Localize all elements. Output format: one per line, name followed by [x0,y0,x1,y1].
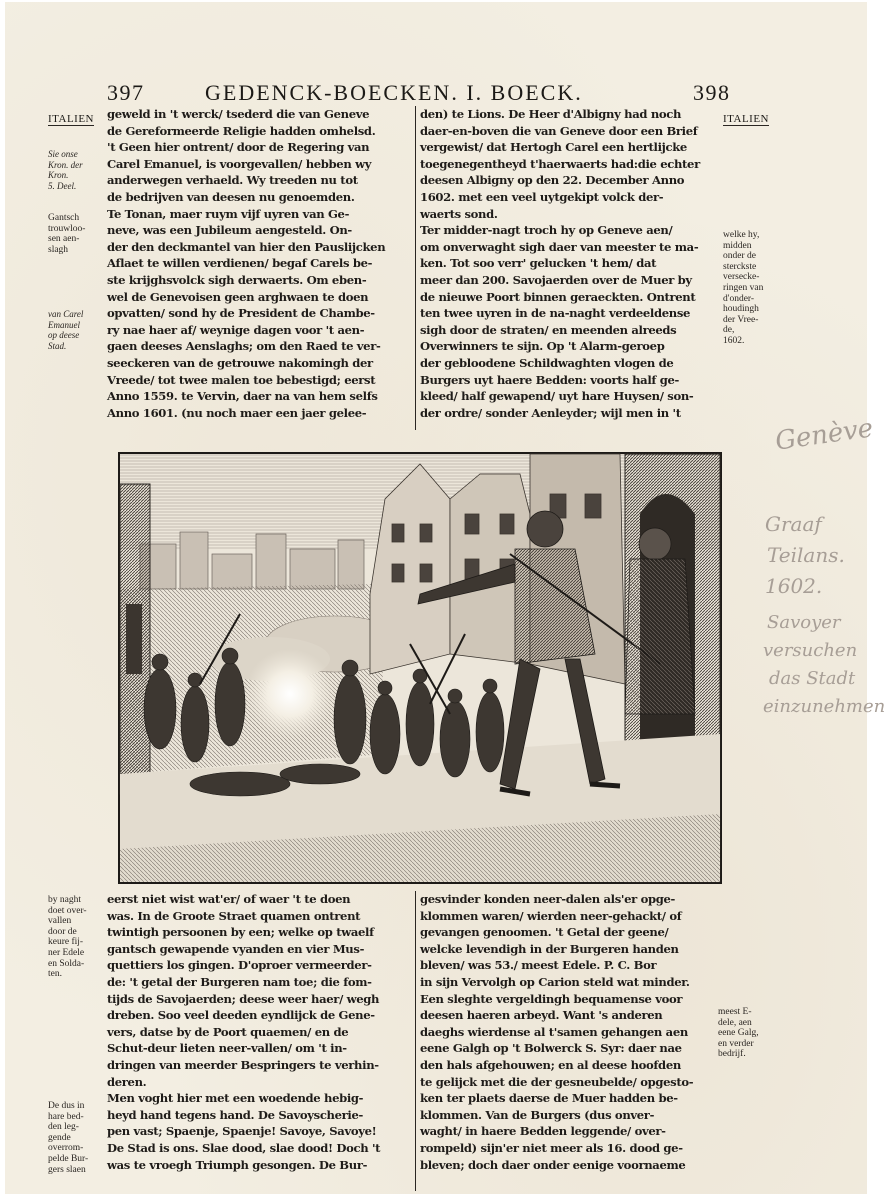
text-line: welcke levendigh in der Burgeren handen [420,941,679,956]
text-line: 1602. met een veel uytgekipt volck der- [420,189,664,204]
text-line: opvatten/ sond hy de President de Chambe- [107,306,375,321]
text-line: vers, datse by de Poort quaemen/ en de [107,1024,349,1039]
text-line: was te vroegh Triumph gesongen. De Bur- [107,1157,368,1172]
text-line: der ordre/ sonder Aenleyder; wijl men in 't [420,405,681,420]
text-line: toegenegentheyd t'haerwaerts had:die echter [420,156,700,171]
text-line: de Gereformeerde Religie hadden omhelsd. [107,123,376,138]
text-line: deesen haeren arbeyd. Want 's anderen [420,1008,663,1023]
margin-label-left: ITALIEN [48,113,94,125]
text-line: den) te Lions. De Heer d'Albigny had noch [420,107,682,121]
text-line: bleven/ was 53./ meest Edele. P. C. Bor [420,958,657,973]
page-number-left: 397 [107,80,145,105]
text-line: gaen deeses Aenslaghs; om den Raed te ver- [107,339,381,354]
text-column-1-bottom [107,891,409,1173]
text-column-2-bottom [420,891,722,1173]
text-line: eerst niet wist wat'er/ of waer 't te doen [107,892,351,906]
engraving-scene [120,454,720,882]
text-line: ten twee uyren in de na-naght verdeeldense [420,306,691,321]
margin-note-left-1: Sie onse Kron. der Kron. 5. Deel. [48,149,83,191]
text-line: wel de Genevoisen geen arghwaen te doen [107,289,369,304]
text-line: Schut-deur lieten neer-vallen/ om 't in- [107,1041,347,1056]
text-line: de nieuwe Poort binnen geraeckten. Ontrent [420,289,696,304]
text-line: ry nae haer af/ weynige dagen voor 't aen- [107,322,365,337]
text-line: was. In de Groote Straet quamen ontrent [107,908,361,923]
book-page [5,2,885,1194]
text-line: waerts sond. [420,206,498,221]
text-line: Burgers uyt haere Bedden: voorts half ge- [420,372,679,387]
text-line: klommen. Van de Burgers (dus onver- [420,1107,655,1122]
text-line: dreben. Soo veel deeden eyndlijck de Gene- [107,1008,375,1023]
pencil-note-5: Savoyer [767,612,841,633]
text-line: tijds de Savojaerden; deese weer haer/ wegh [107,991,380,1006]
margin-note-left-2: Gantsch trouwloo- sen aen- slagh [48,213,86,255]
pencil-note-8: einzunehmen [763,696,885,717]
margin-note-left-3: van Carel Emanuel op deese Stad. [48,309,84,351]
text-line: der den deckmantel van hier den Pauslijcken [107,239,386,254]
text-line: gevangen genoomen. 't Getal der geene/ [420,925,669,940]
text-line: Aflaet te willen verdienen/ begaf Carels be- [107,256,373,271]
pencil-note-3: Teilans. [767,543,845,567]
text-line: in sijn Vervolgh op Carion steld wat minder. [420,974,690,989]
text-line: den hals afgehouwen; en al deese hoofden [420,1057,681,1072]
text-line: Overwinners te sijn. Op 't Alarm-geroep [420,339,665,354]
text-line: klommen waren/ wierden neer-gehackt/ of [420,908,682,923]
margin-note-left-5: De dus in hare bed- den leg- gende overrom- pelde Bur- gers slaen [48,1101,89,1175]
text-line: De Stad is ons. Slae dood, slae dood! Doch 't [107,1140,381,1155]
pencil-note-2: Graaf [765,512,822,536]
pencil-note-6: versuchen [763,640,858,661]
column-rule-top [415,106,416,430]
text-line: deesen Albigny op den 22. December Anno [420,173,685,188]
text-line: Men voght hier met een woedende hebig- [107,1091,364,1106]
text-line: Vreede/ tot twee malen toe bebestigd; eerst [107,372,376,387]
text-line: ken ter plaets daerse de Muer hadden be- [420,1091,678,1106]
text-line: ken. Tot soo verr' gelucken 't hem/ dat [420,256,657,271]
text-line: daeghs wierdense al t'samen gehangen aen [420,1024,688,1039]
text-line: der gebloodene Schildwaghten vlogen de [420,355,674,370]
text-line: Ter midder-nagt troch hy op Geneve aen/ [420,223,673,238]
text-line: deren. [107,1074,147,1089]
pencil-note-4: 1602. [765,574,823,598]
text-line: de bedrijven van deesen nu genoemden. [107,189,355,204]
text-line: ste krijghsvolck sigh derwaerts. Om eben- [107,272,367,287]
text-line: om onverwaght sigh daer van meester te ma- [420,239,699,254]
engraving-illustration [118,452,722,884]
text-line: heyd hand tegens hand. De Savoyscherie- [107,1107,363,1122]
page-number-right: 398 [693,80,731,105]
text-line: te gelijck met die der gesneubelde/ opgesto- [420,1074,694,1089]
margin-note-right-1: welke hy, midden onder de sterckste versecke- ringen van d'onder- houdingh der Vree- de, 1602. [723,230,764,346]
text-line: Anno 1601. (nu noch maer een jaer gelee- [107,405,367,420]
margin-note-left-4: by naght doet over- vallen door de keure fij- ner Edele en Solda- ten. [48,895,87,980]
pencil-note-1: Genève [773,413,875,457]
column-rule-bottom [415,891,416,1191]
text-line: quettiers los gingen. D'oproer vermeerder- [107,958,372,973]
text-line: geweld in 't werck/ tsederd die van Geneve [107,107,370,121]
text-line: meer dan 200. Savojaerden over de Muer by [420,272,692,287]
text-line: rompeld) sijn'er niet meer als 16. dood ge- [420,1140,683,1155]
pencil-note-7: das Stadt [769,668,856,689]
text-line: Anno 1559. te Vervin, daer na van hem selfs [107,389,378,404]
text-line: Carel Emanuel, is voorgevallen/ hebben wy [107,156,372,171]
text-line: 't Geen hier ontrent/ door de Regering van [107,140,370,155]
text-line: waght/ in haere Bedden leggende/ over- [420,1124,666,1139]
margin-note-right-2: meest E- dele, aen eene Galg, en verder bedrijf. [718,1007,759,1060]
text-line: daer-en-boven die van Geneve door een Brief [420,123,698,138]
running-title: GEDENCK-BOECKEN. I. BOECK. [205,80,583,105]
text-line: gesvinder konden neer-dalen als'er opge- [420,892,675,906]
text-line: vergewist/ dat Hertogh Carel een hertlijcke [420,140,687,155]
text-line: de: 't getal der Burgeren nam toe; die fom- [107,974,372,989]
text-line: Te Tonan, maer ruym vijf uyren van Ge- [107,206,350,221]
text-line: bleven; doch daer onder eenige voornaeme [420,1157,686,1172]
text-line: anderwegen verhaeld. Wy treeden nu tot [107,173,358,188]
text-column-1-top [107,106,409,421]
musket-flash [245,649,335,739]
text-line: Een sleghte vergeldingh bequamense voor [420,991,683,1006]
margin-label-right: ITALIEN [723,113,769,125]
text-line: dringen van meerder Bespringers te verhin- [107,1057,379,1072]
text-column-2-top [420,106,722,421]
text-line: gantsch gewapende vyanden en vier Mus- [107,941,365,956]
text-line: neve, was een Jubileum aengesteld. On- [107,223,352,238]
text-line: twintigh persoonen by een; welke op twaelf [107,925,374,940]
text-line: kleed/ half gewapend/ uyt hare Huysen/ son- [420,389,694,404]
text-line: pen vast; Spaenje, Spaenje! Savoye, Savoye! [107,1124,377,1139]
text-line: eene Galgh op 't Bolwerck S. Syr: daer nae [420,1041,682,1056]
text-line: sigh door de straten/ en meenden alreeds [420,322,677,337]
text-line: seeckeren van de getrouwe nakomingh der [107,355,373,370]
